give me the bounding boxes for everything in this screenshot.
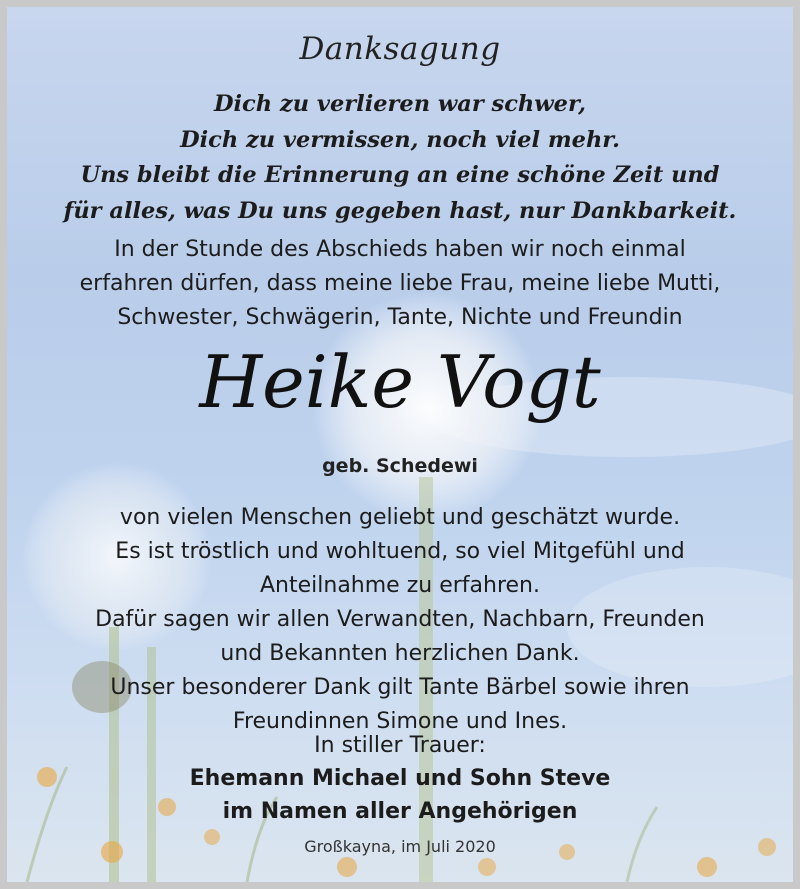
mourners-block	[7, 729, 793, 828]
mourner-line: Ehemann Michael und Sohn Steve	[189, 766, 611, 791]
thanks-line: Freundinnen Simone und Ines.	[232, 709, 568, 734]
deceased-name: Heike Vogt	[199, 340, 601, 424]
intro-line: Schwester, Schwägerin, Tante, Nichte und Freundin	[117, 305, 683, 330]
poem	[7, 87, 793, 229]
thanks-line: Dafür sagen wir allen Verwandten, Nachbarn, Freunden	[95, 607, 705, 632]
thanks-line: Unser besonderer Dank gilt Tante Bärbel sowie ihren	[110, 675, 690, 700]
poem-line: Dich zu verlieren war schwer,	[213, 91, 587, 117]
poem-line: Uns bleibt die Erinnerung an eine schöne Zeit und	[80, 162, 720, 188]
mourner-line: im Namen aller Angehörigen	[222, 799, 578, 824]
place-date: Großkayna, im Juli 2020	[304, 837, 496, 856]
notice-text	[7, 7, 793, 882]
intro-line: In der Stunde des Abschieds haben wir noch einmal	[114, 237, 686, 262]
thanks-line: und Bekannten herzlichen Dank.	[220, 641, 580, 666]
thanks-line: Anteilnahme zu erfahren.	[260, 573, 540, 598]
poem-line: Dich zu vermissen, noch viel mehr.	[180, 126, 620, 153]
intro-line: erfahren dürfen, dass meine liebe Frau, meine liebe Mutti,	[79, 271, 721, 296]
notice-title: Danksagung	[299, 31, 501, 67]
birth-name: geb. Schedewi	[322, 455, 478, 477]
thanks-line: Es ist tröstlich und wohltuend, so viel Mitgefühl und	[115, 539, 685, 564]
poem-line: für alles, was Du uns gegeben hast, nur Dankbarkeit.	[63, 197, 737, 224]
thanks-text	[7, 501, 793, 739]
mourning-intro: In stiller Trauer:	[314, 733, 486, 758]
intro-text	[7, 233, 793, 335]
thanks-line: von vielen Menschen geliebt und geschätzt wurde.	[119, 505, 681, 530]
obituary-card	[7, 7, 793, 882]
